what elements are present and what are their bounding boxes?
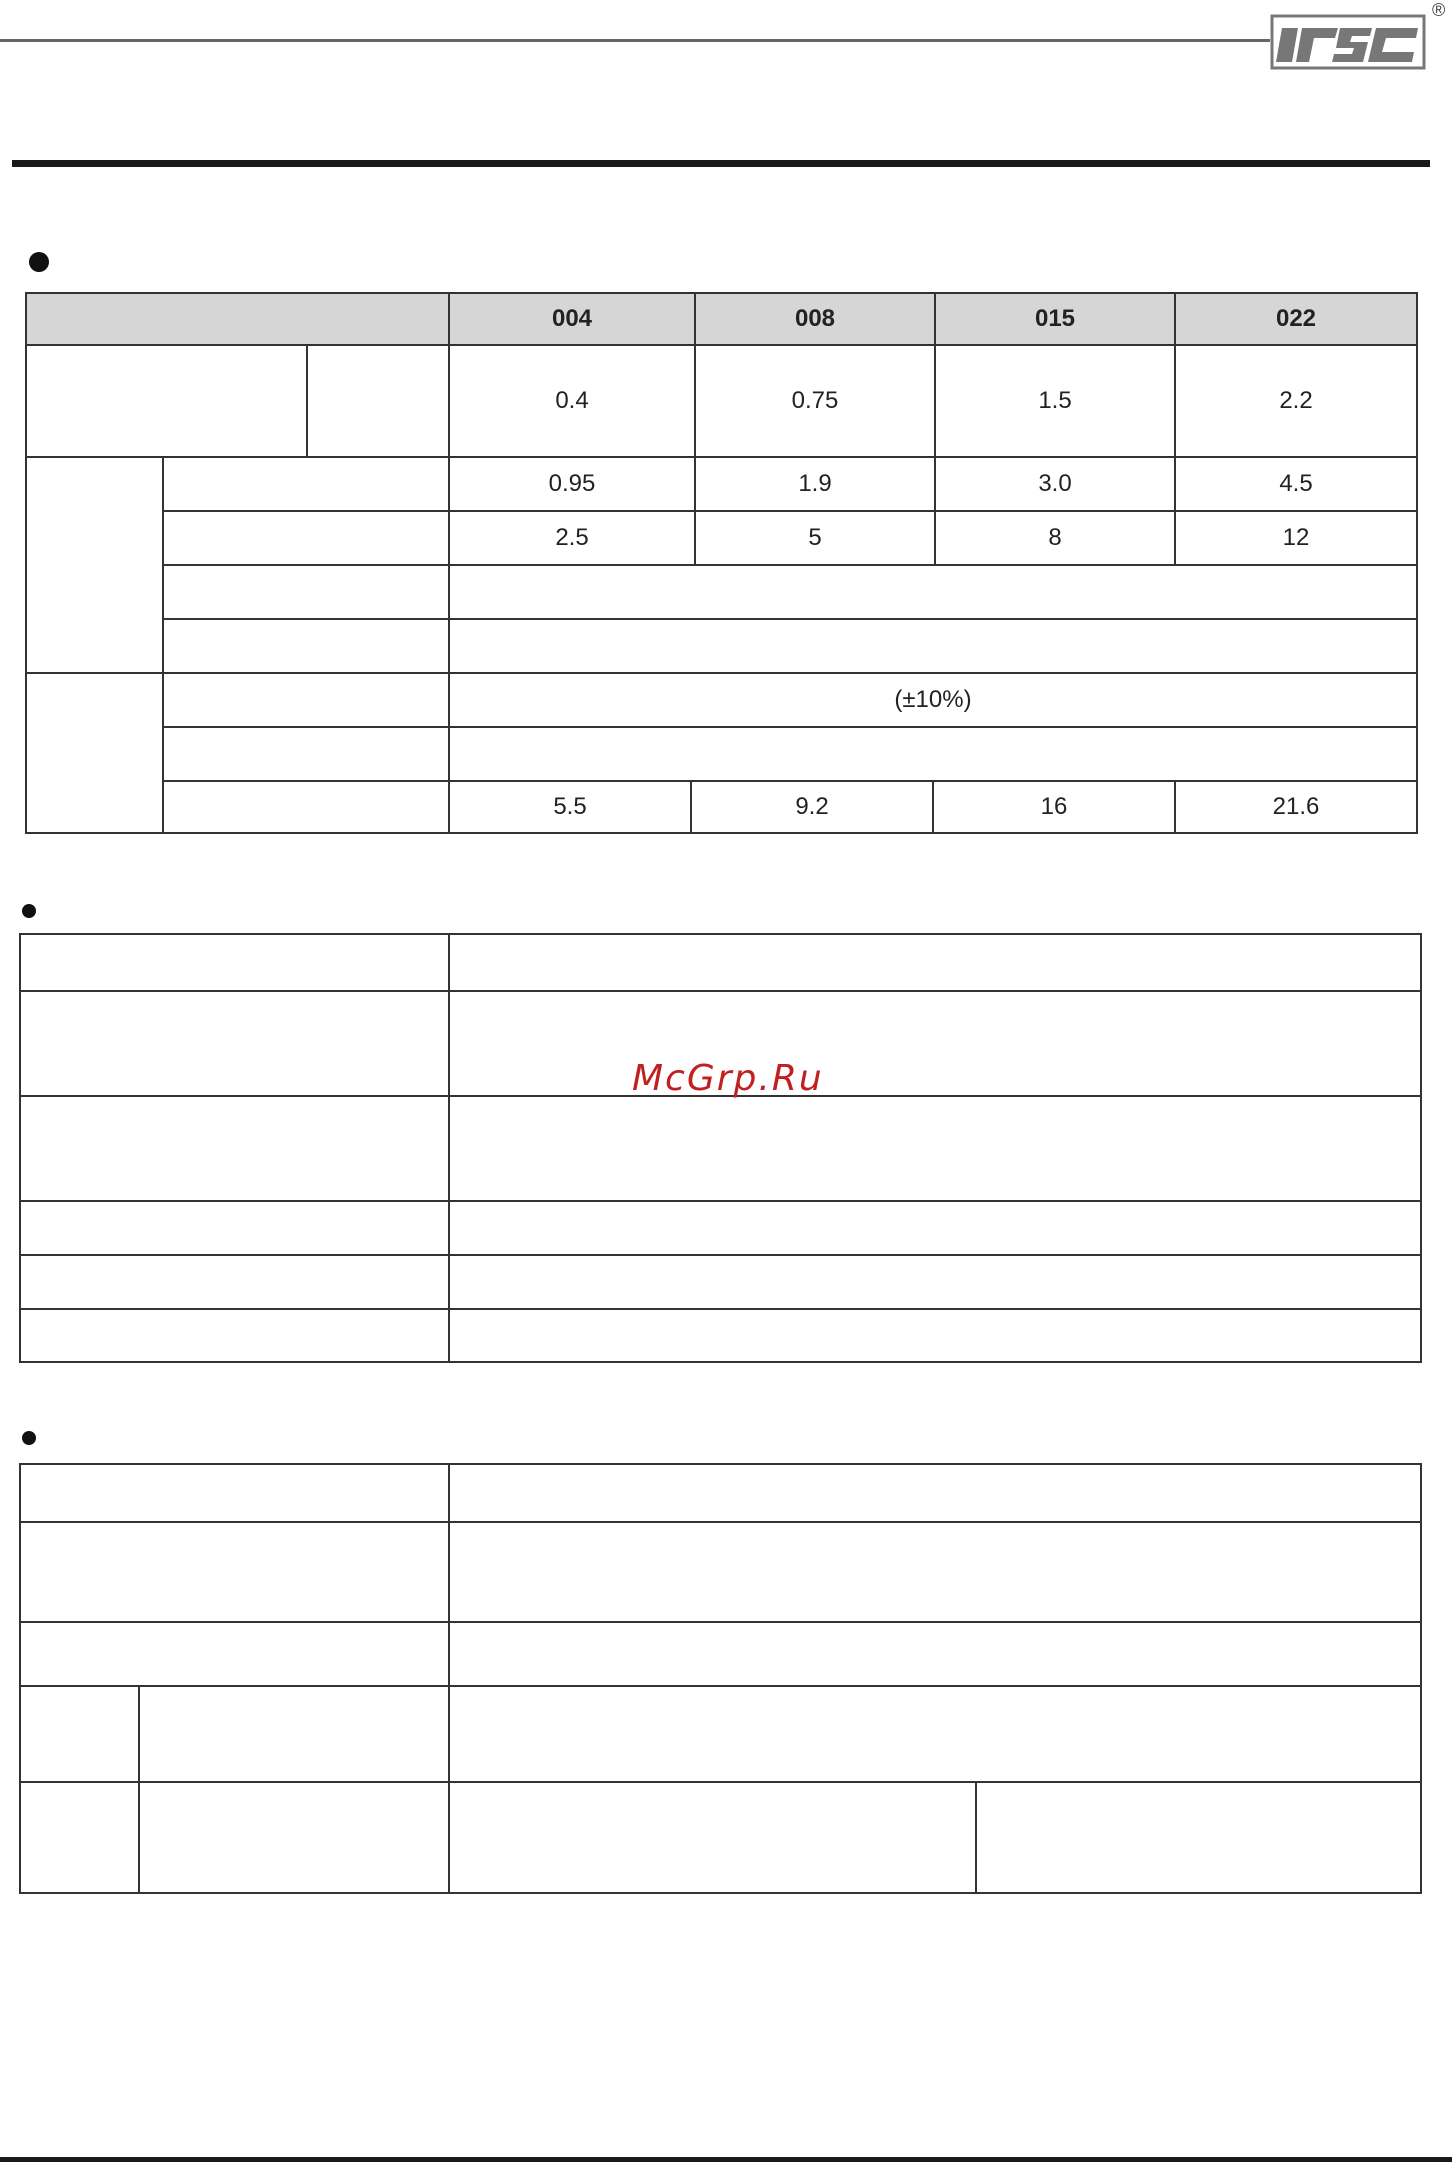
row-label	[138, 1781, 450, 1894]
row-label	[19, 1200, 450, 1256]
row-label	[19, 1621, 450, 1687]
row-value	[448, 1621, 1422, 1687]
section-bullet	[22, 904, 36, 918]
protection-table	[19, 1463, 1422, 1894]
row-value	[448, 1308, 1422, 1363]
row-label	[19, 1308, 450, 1363]
table-cell: 8	[934, 510, 1176, 566]
row-unit	[306, 344, 450, 458]
row-label	[162, 456, 450, 512]
table-cell: 5	[694, 510, 936, 566]
table-cell: 1.5	[934, 344, 1176, 458]
model-header: 004	[448, 292, 696, 346]
row-label	[138, 1685, 450, 1783]
row-label	[162, 510, 450, 566]
row-label	[162, 564, 450, 620]
table-cell: 0.75	[694, 344, 936, 458]
row-label	[25, 344, 308, 458]
row-label	[19, 1463, 450, 1523]
header-rule	[0, 39, 1270, 42]
row-label	[162, 672, 450, 728]
row-label	[19, 1521, 450, 1623]
table-cell: 0.4	[448, 344, 696, 458]
row-value	[448, 933, 1422, 992]
table-cell: 12	[1174, 510, 1418, 566]
row-label	[19, 933, 450, 992]
row-label	[162, 618, 450, 674]
table-header-blank	[25, 292, 450, 346]
row-value	[448, 1685, 1422, 1783]
spec-table	[25, 292, 1418, 834]
registered-mark: ®	[1432, 0, 1446, 20]
table-cell: 16	[932, 780, 1176, 834]
row-value	[448, 1463, 1422, 1523]
group-label	[25, 456, 164, 674]
group-label	[25, 672, 164, 834]
footer-rule	[0, 2157, 1452, 2162]
merged-cell	[448, 618, 1418, 674]
row-value	[975, 1781, 1422, 1894]
table-cell: 2.2	[1174, 344, 1418, 458]
group-label	[19, 1781, 140, 1894]
row-value	[448, 1781, 977, 1894]
row-value	[448, 1521, 1422, 1623]
row-label	[162, 726, 450, 782]
table-cell: 3.0	[934, 456, 1176, 512]
row-label	[162, 780, 450, 834]
model-header: 015	[934, 292, 1176, 346]
watermark: McGrp.Ru	[632, 1058, 824, 1099]
row-label	[19, 990, 450, 1097]
merged-cell	[448, 726, 1418, 782]
table-cell: 2.5	[448, 510, 696, 566]
row-label	[19, 1095, 450, 1202]
row-value	[448, 990, 1422, 1097]
group-label	[19, 1685, 140, 1783]
table-cell: 4.5	[1174, 456, 1418, 512]
table-cell: 0.95	[448, 456, 696, 512]
table-cell: 21.6	[1174, 780, 1418, 834]
table-cell: 9.2	[690, 780, 934, 834]
section-bullet	[22, 1431, 36, 1445]
environment-table	[19, 933, 1422, 1363]
model-header: 008	[694, 292, 936, 346]
table-cell: 5.5	[448, 780, 692, 834]
brand-logo	[1268, 12, 1428, 72]
table-cell: 1.9	[694, 456, 936, 512]
row-value	[448, 1200, 1422, 1256]
row-label	[19, 1254, 450, 1310]
tolerance-cell: (±10%)	[448, 672, 1418, 728]
section-bullet	[29, 252, 49, 272]
row-value	[448, 1254, 1422, 1310]
merged-cell	[448, 564, 1418, 620]
row-value	[448, 1095, 1422, 1202]
title-rule	[12, 160, 1430, 167]
model-header: 022	[1174, 292, 1418, 346]
